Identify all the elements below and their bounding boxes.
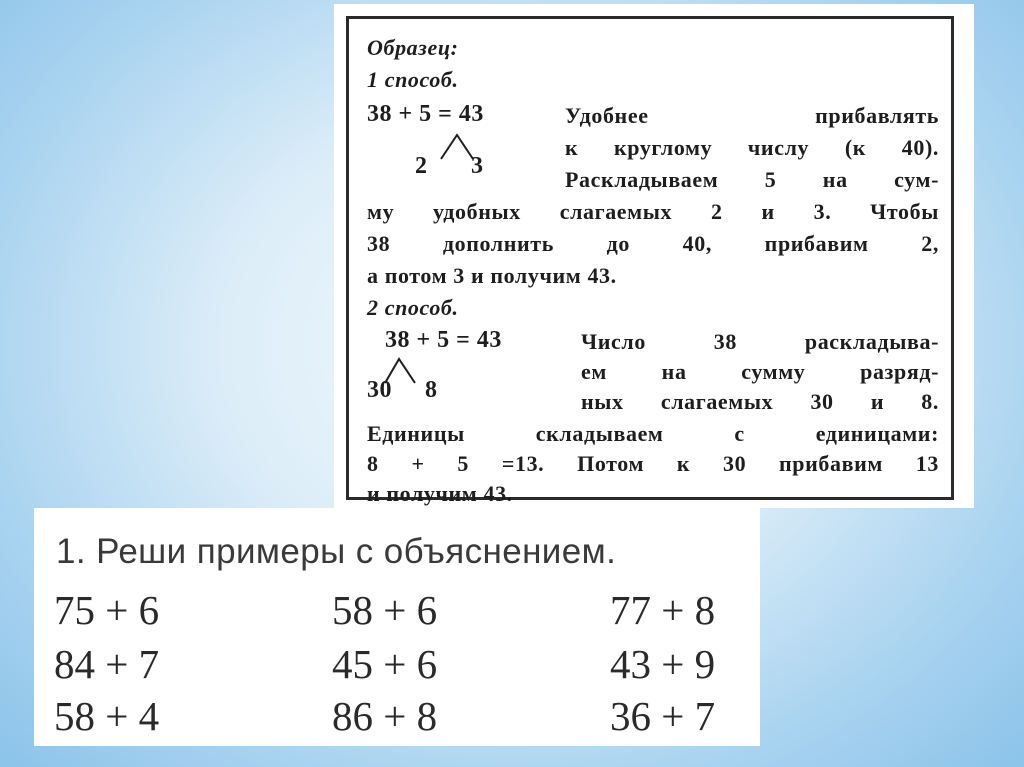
example-item: 86 + 8 xyxy=(332,693,438,739)
example-item: 75 + 6 xyxy=(54,587,160,633)
example-item: 58 + 4 xyxy=(54,693,160,739)
example-item: 58 + 6 xyxy=(332,587,438,633)
method2-text-line: ных слагаемых 30 и 8. xyxy=(581,389,939,414)
method1-label: 1 способ. xyxy=(367,67,459,92)
method2-equation: 38 + 5 = 43 xyxy=(385,327,502,353)
method1-equation: 38 + 5 = 43 xyxy=(367,101,484,127)
method2-text-line: 8 + 5 =13. Потом к 30 прибавим 13 xyxy=(367,451,939,476)
sample-card xyxy=(334,4,974,508)
example-item: 36 + 7 xyxy=(610,693,716,739)
method1-text-line: 38 дополнить до 40, прибавим 2, xyxy=(367,231,939,256)
method1-text-line: му удобных слагаемых 2 и 3. Чтобы xyxy=(367,199,939,224)
method1-text-line: Удобнее прибавлять xyxy=(565,103,939,128)
method2-label: 2 способ. xyxy=(367,295,459,320)
method1-text-line: Раскладываем 5 на сум- xyxy=(565,167,939,192)
method1-text-line: к круглому числу (к 40). xyxy=(565,135,939,160)
method2-text-line: Число 38 раскладыва- xyxy=(581,329,939,354)
exercise-card xyxy=(34,508,760,746)
example-item: 45 + 6 xyxy=(332,641,438,687)
method1-text-line: а потом 3 и получим 43. xyxy=(367,263,617,288)
method1-part-1: 2 xyxy=(415,153,428,179)
example-item: 77 + 8 xyxy=(610,587,716,633)
method2-part-1: 30 xyxy=(367,377,392,403)
example-item: 84 + 7 xyxy=(54,641,160,687)
sample-title: Образец: xyxy=(367,35,459,60)
method1-part-2: 3 xyxy=(471,153,484,179)
example-item: 43 + 9 xyxy=(610,641,716,687)
sample-frame xyxy=(346,16,954,506)
method2-text-line: Единицы складываем с единицами: xyxy=(367,421,939,446)
exercise-title: 1. Реши примеры с объяснением. xyxy=(56,532,617,571)
method2-text-line: ем на сумму разряд- xyxy=(581,359,939,384)
method2-text-line: и получим 43. xyxy=(367,481,513,506)
method2-part-2: 8 xyxy=(425,377,438,403)
